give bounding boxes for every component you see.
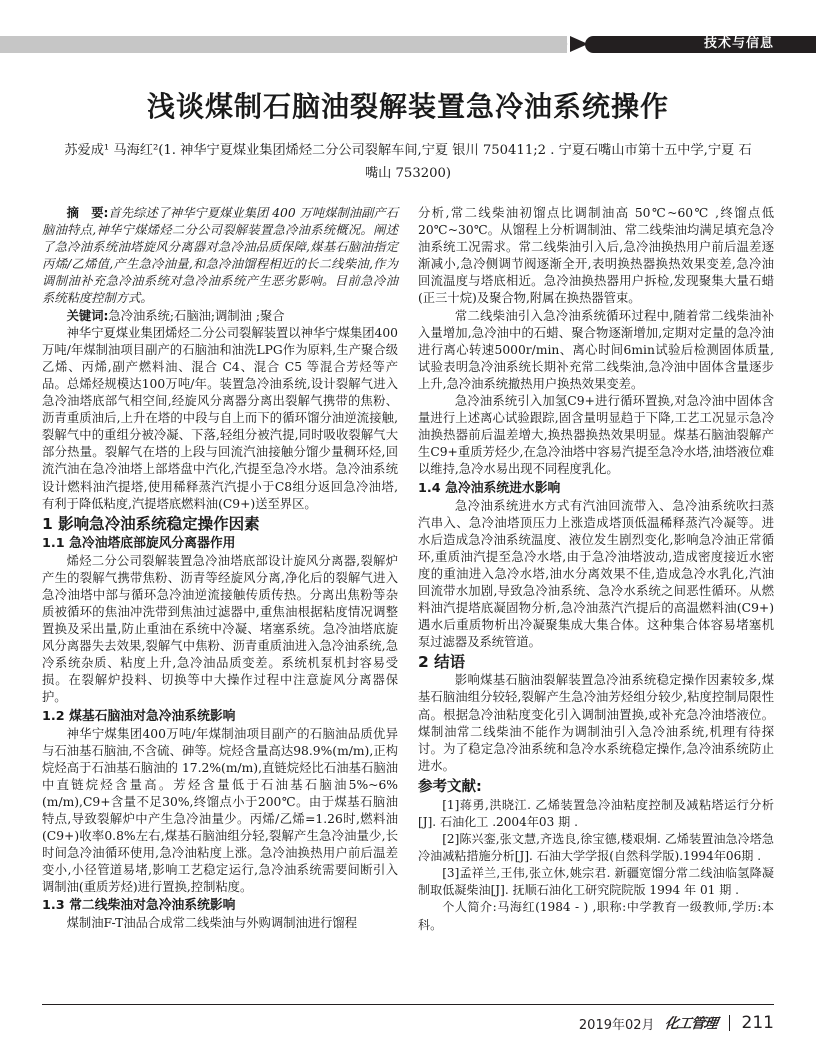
keywords-text: 急冷油系统;石脑油;调制油 ;聚合 xyxy=(108,308,285,323)
right-paragraph-2: 常二线柴油引入急冷油系统循环过程中,随着常二线柴油补入量增加,急冷油中的石蜡、聚合物逐渐增加,定期对定量的急冷油进行离心转速5000r/min、离心时间6min试验后检测固体质量,试验表明急冷油系统长期补充常二线柴油,急冷油中固体含量逐步上升,急冷油系统撤热用户换热效果变差。 xyxy=(418,308,774,391)
reference-item: [2]陈兴銮,张文慧,齐选良,徐宝德,楼艰炯. 乙烯装置油急冷塔急冷油减粘措施分析[J]. 石油大学学报(自然科学版).1994年06期 . xyxy=(418,832,774,864)
section-1-4-heading: 1.4 急冷油系统进水影响 xyxy=(418,480,561,496)
body-columns xyxy=(42,205,774,965)
section-1-1-text: 烯烃二分公司裂解装置急冷油塔底部设计旋风分离器,裂解炉产生的裂解气携带焦粉、沥青等经旋风分离,净化后的裂解气进入急冷油塔中部与循环急冷油逆流接触传质传热。分离出焦粉等杂质被循环的焦油冲洗带到焦油过滤器中,重焦油根据粘度情况调整置换及采出量,防止重油在系统中冷凝、堵塞系统。急冷油塔底旋风分离器失去效果,裂解气中焦粉、沥青重质油进入急冷油系统,急冷系统杂质、粘度上升,急冷油品质变差。系统机泵机封容易受损。在裂解炉投料、切换等中大操作过程中注意旋风分离器保护。 xyxy=(42,553,398,705)
section-1-2-heading: 1.2 煤基石脑油对急冷油系统影响 xyxy=(42,708,236,724)
section-1-heading: 1 影响急冷油系统稳定操作因素 xyxy=(42,514,260,533)
footer-journal-name: 化工管理 xyxy=(663,1016,718,1032)
banner-black-bar xyxy=(585,36,816,53)
intro-paragraph: 神华宁夏煤业集团烯烃二分公司裂解装置以神华宁煤集团400万吨/年煤制油项目副产的石脑油和油洗LPG作为原料,生产聚合级乙烯、丙烯,副产燃料油、混合 C4、混合 C5 等混合芳烃等产品。总烯烃规模达100万吨/年。装置急冷油系统,设计裂解气进入急冷油塔底部气相空间,经旋风分离器分离出裂解气携带的焦粉、沥青重质油后,上升在塔的中段与自上而下的循环馏分油逆流接触,裂解气中的重组分被冷凝、下落,轻组分被汽提,同时吸收裂解气大部分热量。裂解气在塔的上段与回流汽油接触分馏少量稠环烃,回流汽油在急冷油塔上部塔盘中汽化,汽提至急冷水塔。急冷油系统设计燃料油汽提塔,使用稀释蒸汽汽提小于C8组分返回急冷油塔,有利于降低粘度,汽提塔底燃料油(C9+)送至界区。 xyxy=(42,325,398,511)
section-1-3-text: 煤制油F-T油品合成常二线柴油与外购调制油进行馏程 xyxy=(66,916,358,931)
section-1-3-heading: 1.3 常二线柴油对急冷油系统影响 xyxy=(42,898,236,914)
left-column xyxy=(42,205,398,965)
section-1-1-heading: 1.1 急冷油塔底部旋风分离器作用 xyxy=(42,535,236,551)
section-1-3-continued: 分析,常二线柴油初馏点比调制油高 50℃~60℃ ,终馏点低20℃~30℃。从馏程上分析调制油、常二线柴油均满足填充急冷油系统工况需求。常二线柴油引入后,急冷油换热用户前后温差逐渐减小,急冷侧调节阀逐渐全开,表明换热器换热效果变差,急冷油回流温度与塔底相近。急冷油换热器用户拆检,发现聚集大量石蜡(正三十烷)及聚合物,附属在换热器管束。 xyxy=(418,206,774,306)
section-2-text: 影响煤基石脑油裂解装置急冷油系统稳定操作因素较多,煤基石脑油组分较轻,裂解产生急冷油芳烃组分较少,粘度控制局限性高。根据急冷油粘度变化引入调制油置换,或补充急冷油塔液位。煤制油常二线柴油不能作为调制油引入急冷油系统,机理有待探讨。为了稳定急冷油系统和急冷水系统稳定操作,急冷油系统防止进水。 xyxy=(418,673,774,773)
banner-gray-bar xyxy=(0,36,567,53)
reference-item: [3]孟祥兰,王伟,张立休,姚宗君. 新疆宽馏分常二线油临氢降凝制取低凝柴油[J]. 抚顺石油化工研究院院版 1994 年 01 期 . xyxy=(418,866,774,898)
footer-date: 2019年02月 xyxy=(578,1017,655,1033)
header-banner xyxy=(0,36,816,53)
banner-arrow-shape xyxy=(552,36,568,52)
abstract-text: 首先综述了神华宁夏煤业集团 400 万吨煤制油副产石脑油特点,神华宁煤烯烃二分公司裂解装置急冷油系统概况。阐述了急冷油系统油塔旋风分离器对急冷油品质保障,煤基石脑油指定丙烯/乙烯值,产生急冷油量,和急冷油馏程相近的长二线柴油,作为调制油补充急冷油系统对急冷油系统产生恶劣影响。目前急冷油系统粘度控制方式。 xyxy=(42,206,399,306)
footer-page-number: 211 xyxy=(741,1013,774,1033)
header-category-label: 技术与信息 xyxy=(703,36,774,51)
right-paragraph-3: 急冷油系统引入加氢C9+进行循环置换,对急冷油中固体含量进行上述离心试验跟踪,固含量明显趋于下降,工艺工况显示急冷油换热器前后温差增大,换热器换热效果明显。煤基石脑油裂解产生C9+重质芳烃少,在急冷油塔中容易汽提至急冷水塔,油塔液位难以维持,急冷水易出现不同程度乳化。 xyxy=(418,394,774,477)
author-affiliation-line: 苏爱成¹ 马海红²(1. 神华宁夏煤业集团烯烃二分公司裂解车间,宁夏 银川 750411;2 . 宁夏石嘴山市第十五中学,宁夏 石嘴山 753200) xyxy=(64,143,752,181)
abstract-paragraph xyxy=(42,205,398,308)
reference-item: [1]蒋勇,洪晓江. 乙烯装置急冷油粘度控制及减粘塔运行分析[J]. 石油化工 .2004年03 期 . xyxy=(418,797,774,829)
footer-separator xyxy=(729,1015,730,1031)
abstract-label: 摘 要: xyxy=(66,206,109,220)
right-column xyxy=(418,205,774,965)
section-1-2-text: 神华宁煤集团400万吨/年煤制油项目副产的石脑油品质优异与石油基石脑油,不含硫、砷等。烷烃含量高达98.9%(m/m),正构烷烃高于石油基石脑油的 17.2%(m/m),直链烷烃比石油基石脑油中直链烷烃含量高。芳烃含量低于石油基石脑油5%~6%(m/m),C9+含量不足30%,终馏点小于200℃。由于煤基石脑油特点,导致裂解炉中产生急冷油量少。丙烯/乙烯=1.26时,燃料油(C9+)收率0.8%左右,煤基石脑油组分轻,裂解产生急冷油量少,长时间急冷油循环使用,急冷油粘度上涨。急冷油换热用户前后温差变小,小径管道易堵,影响工艺稳定运行,急冷油系统需要间断引入调制油(重质芳烃)进行置换,控制粘度。 xyxy=(42,726,398,895)
page-footer xyxy=(42,1010,774,1036)
author-bio: 个人简介:马海红(1984 - ) ,职称:中学教育一级教师,学历:本科。 xyxy=(418,900,774,932)
keywords-label: 关键词: xyxy=(66,308,109,323)
references-heading: 参考文献: xyxy=(418,778,482,795)
section-2-heading: 2 结语 xyxy=(418,653,466,672)
page-title: 浅谈煤制石脑油裂解装置急冷油系统操作 xyxy=(146,90,669,123)
footer-divider xyxy=(42,1004,774,1005)
section-1-4-text: 急冷油系统进水方式有汽油回流带入、急冷油系统吹扫蒸汽串入、急冷油塔顶压力上涨造成塔顶低温稀释蒸汽冷凝等。进水后造成急冷油系统温度、液位发生剧烈变化,影响急冷油正常循环,重质油汽提至急冷水塔,由于急冷油塔波动,造成密度接近水密度的重油进入急冷水塔,油水分离效果不佳,造成急冷水乳化,汽油回流带水加剧,导致急冷油系统、急冷水系统之间恶性循环。从燃料油汽提塔底凝固物分析,急冷油蒸汽汽提后的高温燃料油(C9+)遇水后重质物析出冷凝聚集成大集合体。这种集合体容易堵塞机泵过滤器及系统管道。 xyxy=(418,498,774,650)
keywords-paragraph xyxy=(42,308,398,325)
